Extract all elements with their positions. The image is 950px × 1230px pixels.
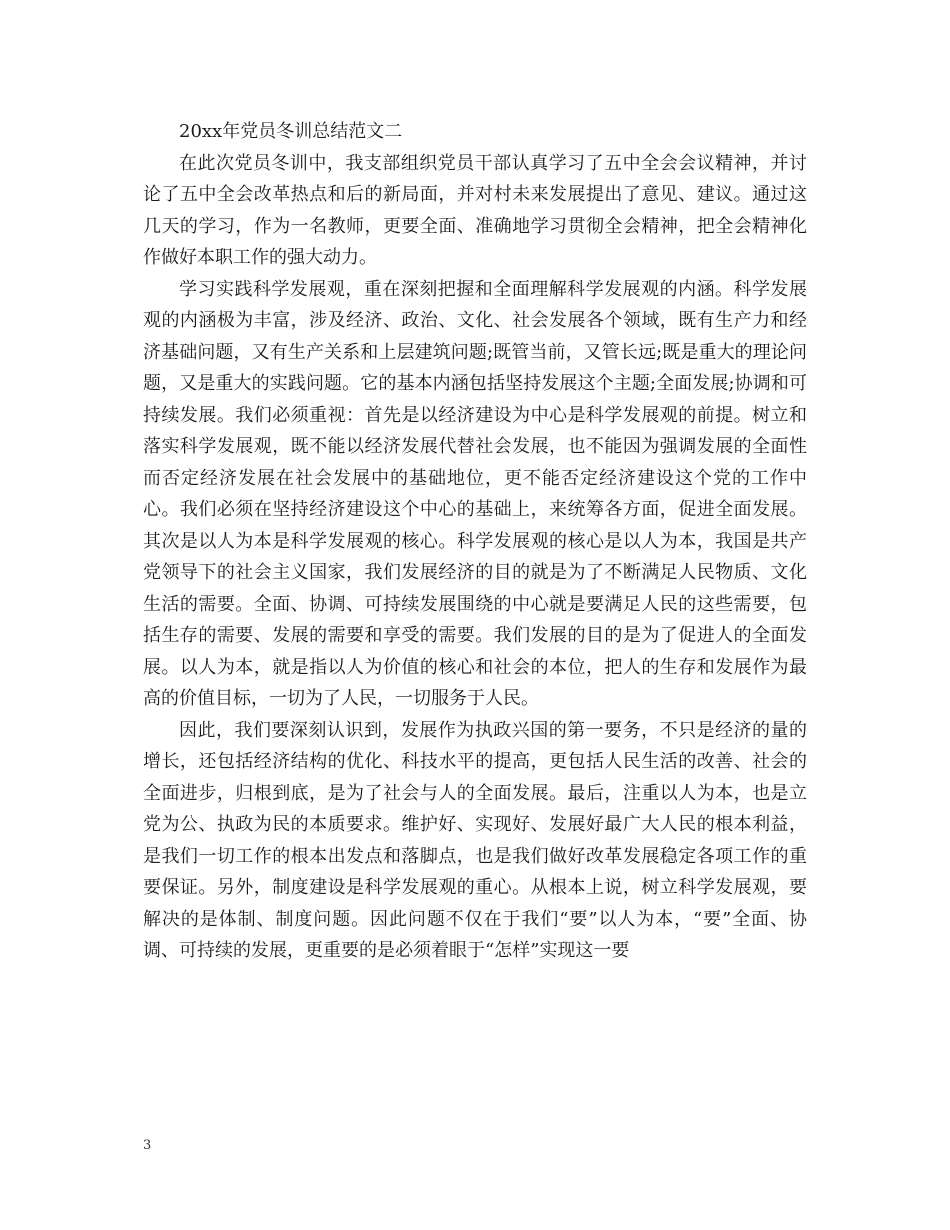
document-title: 20xx年党员冬训总结范文二 (179, 121, 403, 142)
page-number: 3 (143, 1138, 152, 1153)
paragraph-scientific-outlook: 学习实践科学发展观，重在深刻把握和全面理解科学发展观的内涵。科学发展观的内涵极为丰富，涉及经济、政治、文化、社会发展各个领域，既有生产力和经济基础问题，又有生产关系和上层建筑问题;既管当前，又管长远;既是重大的理论问题，又是重大的实践问题。它的基本内涵包括坚持发展这个主题;全面发展;协调和可持续发展。我们必须重视：首先是以经济建设为中心是科学发展观的前提。树立和落实科学发展观，既不能以经济发展代替社会发展，也不能因为强调发展的全面性而否定经济发展在社会发展中的基础地位，更不能否定经济建设这个党的工作中心。我们必须在坚持经济建设这个中心的基础上，来统筹各方面，促进全面发展。其次是以人为本是科学发展观的核心。科学发展观的核心是以人为本，我国是共产党领导下的社会主义国家，我们发展经济的目的就是为了不断满足人民物质、文化生活的需要。全面、协调、可持续发展围绕的中心就是要满足人民的这些需要，包括生存的需要、发展的需要和享受的需要。我们发展的目的是为了促进人的全面发展。以人为本，就是指以人为价值的核心和社会的本位，把人的生存和发展作为最高的价值目标，一切为了人民，一切服务于人民。 (143, 278, 807, 709)
document-body (143, 116, 807, 967)
paragraph-development: 因此，我们要深刻认识到，发展作为执政兴国的第一要务，不只是经济的量的增长，还包括经济结构的优化、科技水平的提高，更包括人民生活的改善、社会的全面进步，归根到底，是为了社会与人的全面发展。最后，注重以人为本，也是立党为公、执政为民的本质要求。维护好、实现好、发展好最广大人民的根本利益，是我们一切工作的根本出发点和落脚点，也是我们做好改革发展稳定各项工作的重要保证。另外，制度建设是科学发展观的重心。从根本上说，树立科学发展观，要解决的是体制、制度问题。因此问题不仅在于我们“要”以人为本，“要”全面、协调、可持续的发展，更重要的是必须着眼于“怎样”实现这一要 (143, 719, 807, 961)
paragraph-intro: 在此次党员冬训中，我支部组织党员干部认真学习了五中全会会议精神，并讨论了五中全会改革热点和后的新局面，并对村未来发展提出了意见、建议。通过这几天的学习，作为一名教师，更要全面、准确地学习贯彻全会精神，把全会精神化作做好本职工作的强大动力。 (143, 152, 807, 268)
